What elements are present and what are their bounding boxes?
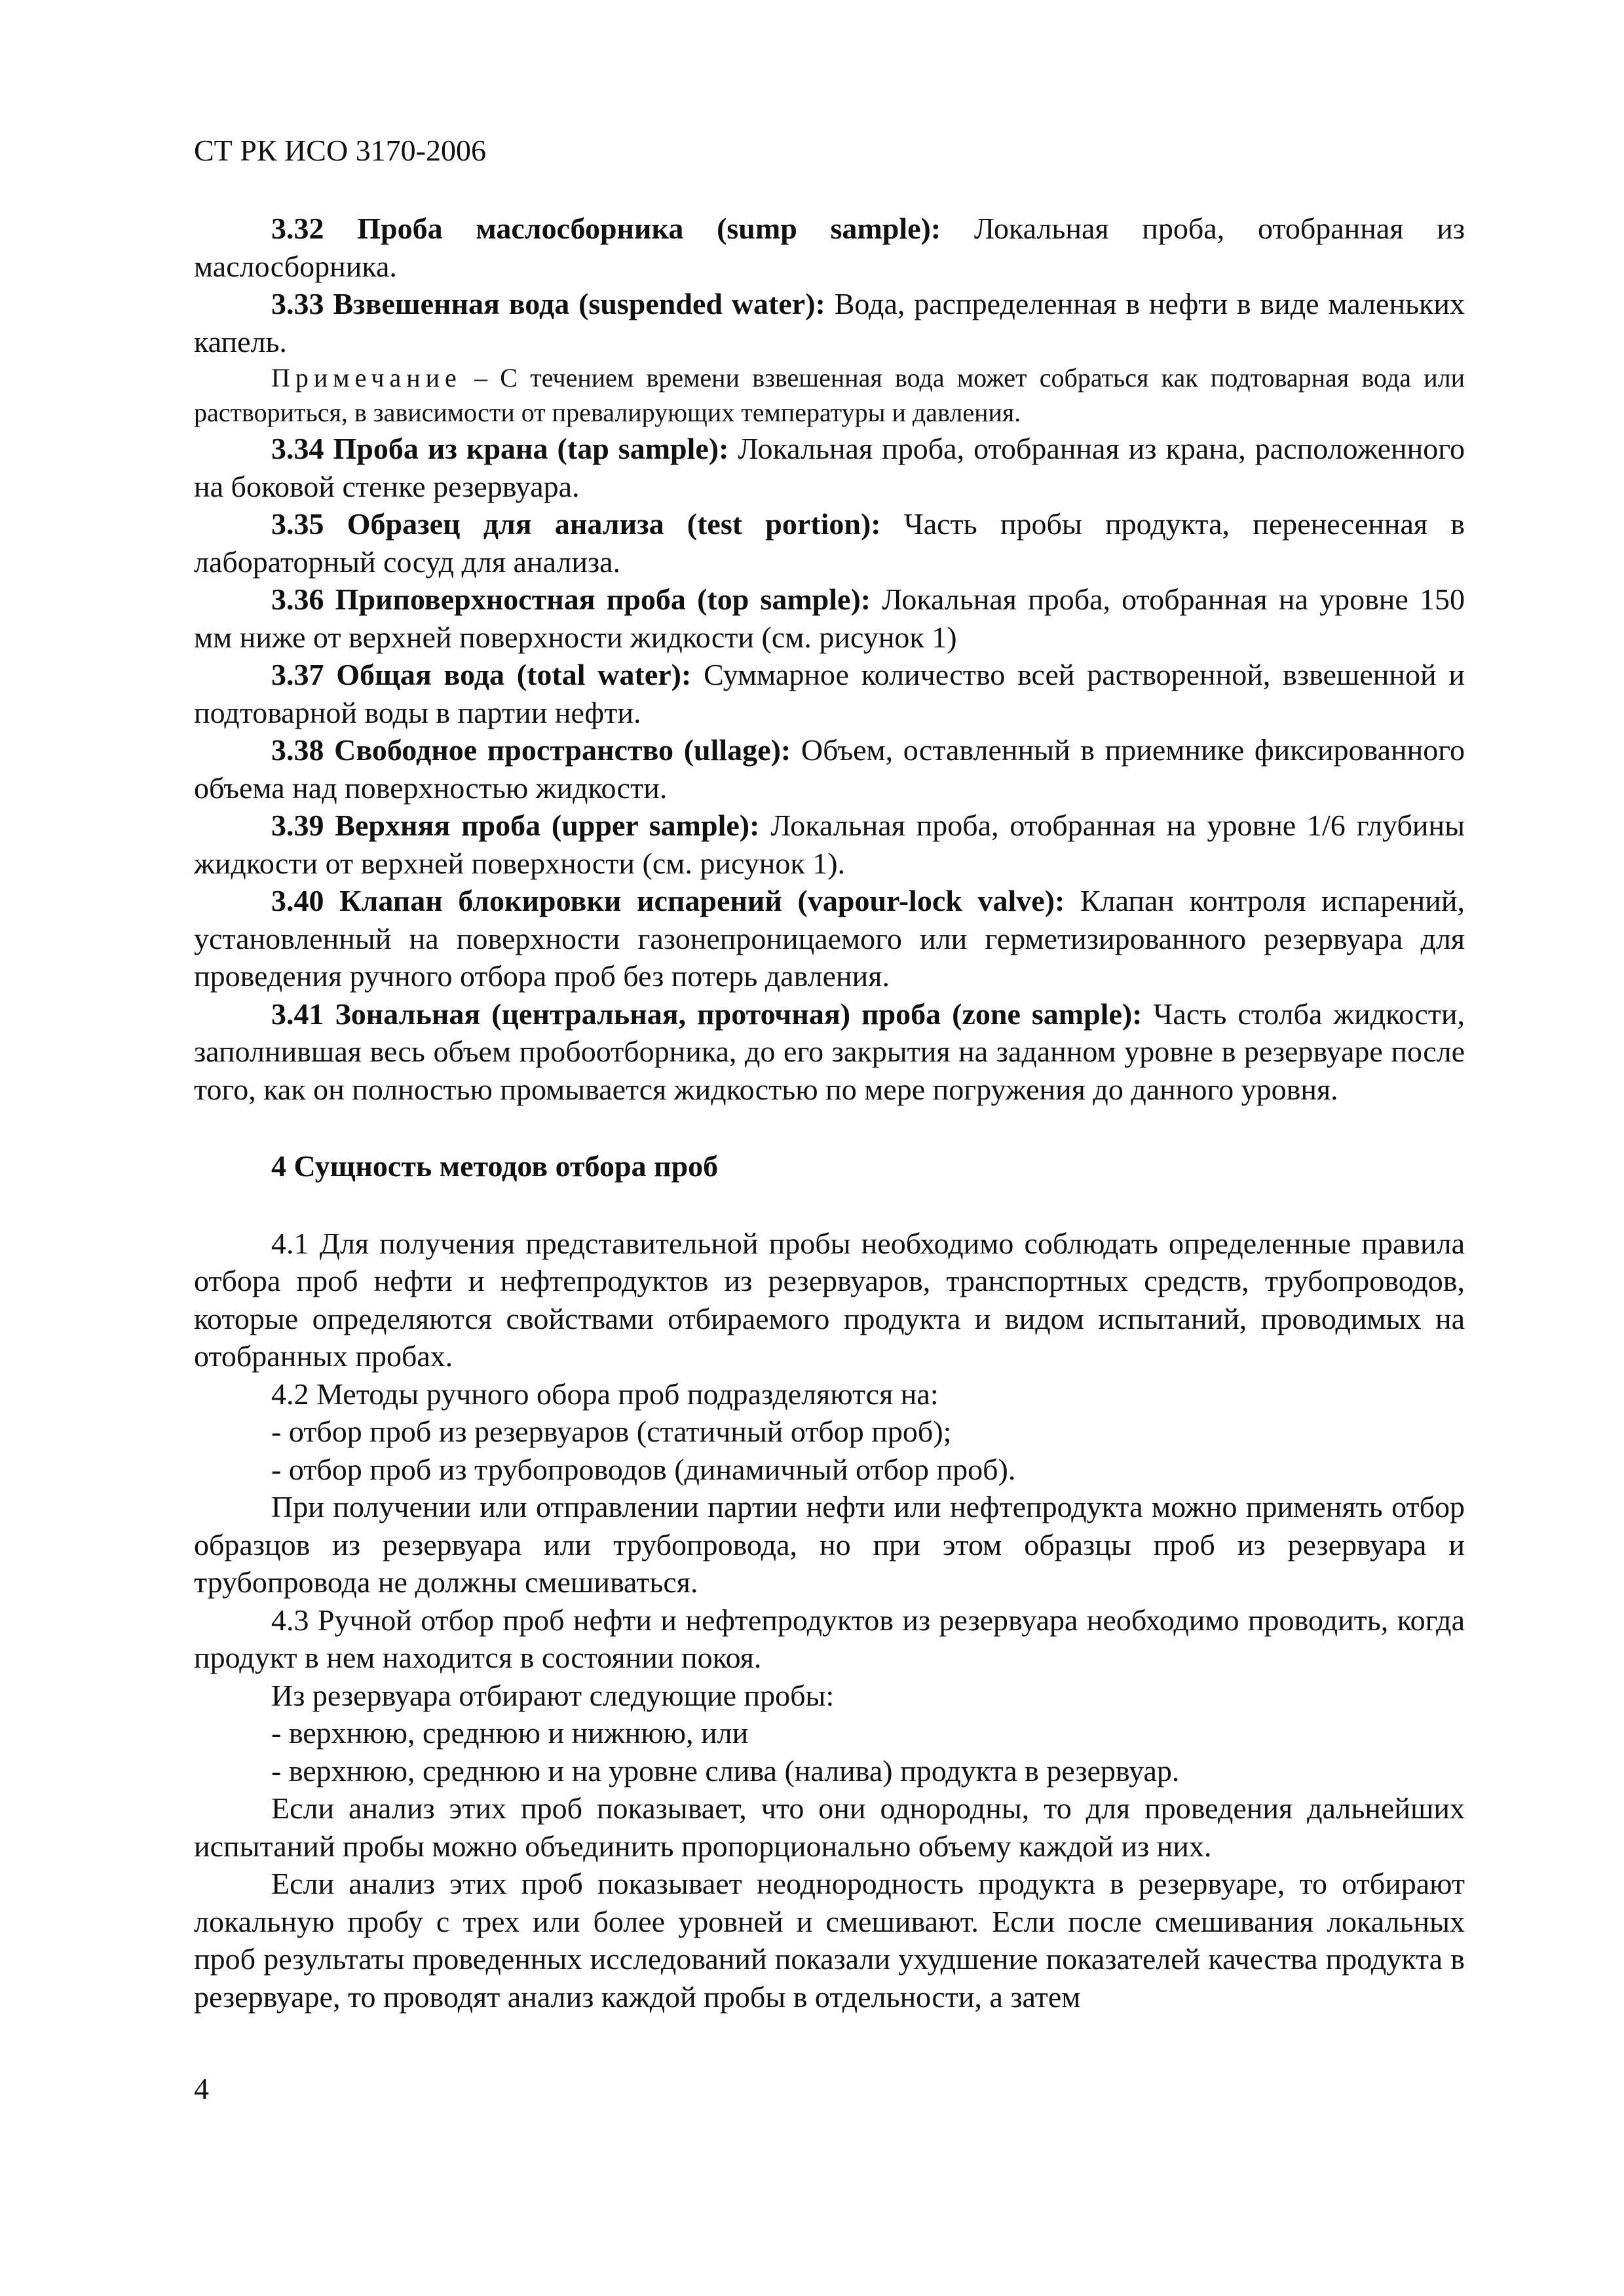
definition-text: Локальная проба, отобранная на уровне 1/6 глубины жидкости от верхней поверхности (см. рисунок 1).: [194, 809, 1465, 880]
definition-number: 3.38: [271, 733, 324, 767]
definition-text: Вода, распределенная в нефти в виде маленьких капель.: [194, 287, 1465, 358]
definition-term: Приповерхностная проба (top sample):: [335, 583, 871, 616]
definition-3-39: [194, 807, 1465, 882]
definition-text: Объем, оставленный в приемнике фиксированного объема над поверхностью жидкости.: [194, 733, 1465, 805]
section-heading: 4 Сущность методов отбора проб: [271, 1149, 719, 1183]
definition-term: Зональная (центральная, проточная) проба (zone sample):: [335, 997, 1142, 1031]
document-body: [194, 210, 1465, 2016]
definition-3-37: [194, 656, 1465, 731]
definition-3-33: [194, 285, 1465, 360]
definition-number: 3.32: [271, 212, 324, 245]
list-item: - отбор проб из трубопроводов (динамичный отбор проб).: [271, 1452, 1016, 1486]
page-number: 4: [194, 2072, 209, 2105]
note: [194, 360, 1465, 430]
definition-number: 3.34: [271, 432, 324, 465]
definition-term: Образец для анализа (test portion):: [347, 507, 881, 541]
list-item: - верхнюю, среднюю и нижнюю, или: [271, 1716, 749, 1750]
definition-term: Верхняя проба (upper sample):: [335, 809, 760, 842]
document-header: СТ РК ИСО 3170-2006: [194, 134, 486, 167]
definition-text: Локальная проба, отобранная из крана, расположенного на боковой стенке резервуара.: [194, 432, 1465, 503]
paragraph-4-2: 4.2 Методы ручного обора проб подразделяются на:: [271, 1377, 939, 1411]
definition-text: Суммарное количество всей растворенной, взвешенной и подтоварной воды в партии нефти.: [194, 658, 1465, 729]
definition-term: Проба маслосборника (sump sample):: [357, 212, 941, 245]
definition-number: 3.41: [271, 997, 324, 1031]
definition-3-34: [194, 430, 1465, 505]
list-item: - верхнюю, среднюю и на уровне слива (налива) продукта в резервуар.: [271, 1753, 1180, 1788]
note-label: Примечание: [271, 363, 462, 392]
definition-3-41: [194, 995, 1465, 1109]
paragraph: Если анализ этих проб показывает, что они однородны, то для проведения дальнейших испытаний пробы можно объединить пропорционально объему каждой из них.: [194, 1791, 1465, 1863]
paragraph-4-3: 4.3 Ручной отбор проб нефти и нефтепродуктов из резервуара необходимо проводить, когда продукт в нем находится в состоянии покоя.: [194, 1603, 1465, 1674]
definition-3-35: [194, 505, 1465, 581]
definition-number: 3.36: [271, 583, 324, 616]
definition-term: Взвешенная вода (suspended water):: [333, 287, 825, 320]
definition-text: Часть столба жидкости, заполнившая весь объем пробоотборника, до его закрытия на заданном уровне в резервуаре после того, как он полностью промывается жидкостью по мере погружения до данного уровня.: [194, 997, 1465, 1106]
definition-number: 3.35: [271, 507, 324, 541]
definition-number: 3.39: [271, 809, 324, 842]
definition-number: 3.40: [271, 884, 324, 917]
paragraph: Если анализ этих проб показывает неоднородность продукта в резервуаре, то отбирают локальную пробу с трех или более уровней и смешивают. Если после смешивания локальных проб результаты проведенных исследований показали ухудшение показателей качества продукта в резервуаре, то проводят анализ каждой пробы в отдельности, а затем: [194, 1867, 1465, 2014]
definition-3-40: [194, 882, 1465, 995]
definition-number: 3.37: [271, 658, 324, 691]
paragraph-4-1: 4.1 Для получения представительной пробы необходимо соблюдать определенные правила отбора проб нефти и нефтепродуктов из резервуаров, транспортных средств, трубопроводов, которые определяются свойствами отбираемого продукта и видом испытаний, проводимых на отобранных пробах.: [194, 1226, 1465, 1373]
note-text: – С течением времени взвешенная вода может собраться как подтоварная вода или раствориться, в зависимости от превалирующих температуры и давления.: [194, 363, 1465, 427]
definition-term: Клапан блокировки испарений (vapour-lock valve):: [339, 884, 1065, 917]
definition-3-38: [194, 731, 1465, 807]
paragraph: Из резервуара отбирают следующие пробы:: [271, 1678, 835, 1712]
definition-term: Общая вода (total water):: [336, 658, 692, 691]
definition-term: Проба из крана (tap sample):: [333, 432, 729, 465]
definition-number: 3.33: [271, 287, 324, 320]
definition-text: Клапан контроля испарений, установленный на поверхности газонепроницаемого или герметизированного резервуара для проведения ручного отбора проб без потерь давления.: [194, 884, 1465, 993]
list-item: - отбор проб из резервуаров (статичный отбор проб);: [271, 1415, 952, 1448]
definition-term: Свободное пространство (ullage):: [334, 733, 791, 767]
paragraph: При получении или отправлении партии нефти или нефтепродукта можно применять отбор образцов из резервуара или трубопровода, но при этом образцы проб из резервуара и трубопровода не должны смешиваться.: [194, 1490, 1465, 1599]
definition-text: Локальная проба, отобранная на уровне 150 мм ниже от верхней поверхности жидкости (см. рисунок 1): [194, 583, 1465, 654]
definition-text: Локальная проба, отобранная из маслосборника.: [194, 212, 1465, 283]
definition-text: Часть пробы продукта, перенесенная в лабораторный сосуд для анализа.: [194, 507, 1465, 579]
definition-3-36: [194, 581, 1465, 656]
definition-3-32: [194, 210, 1465, 285]
